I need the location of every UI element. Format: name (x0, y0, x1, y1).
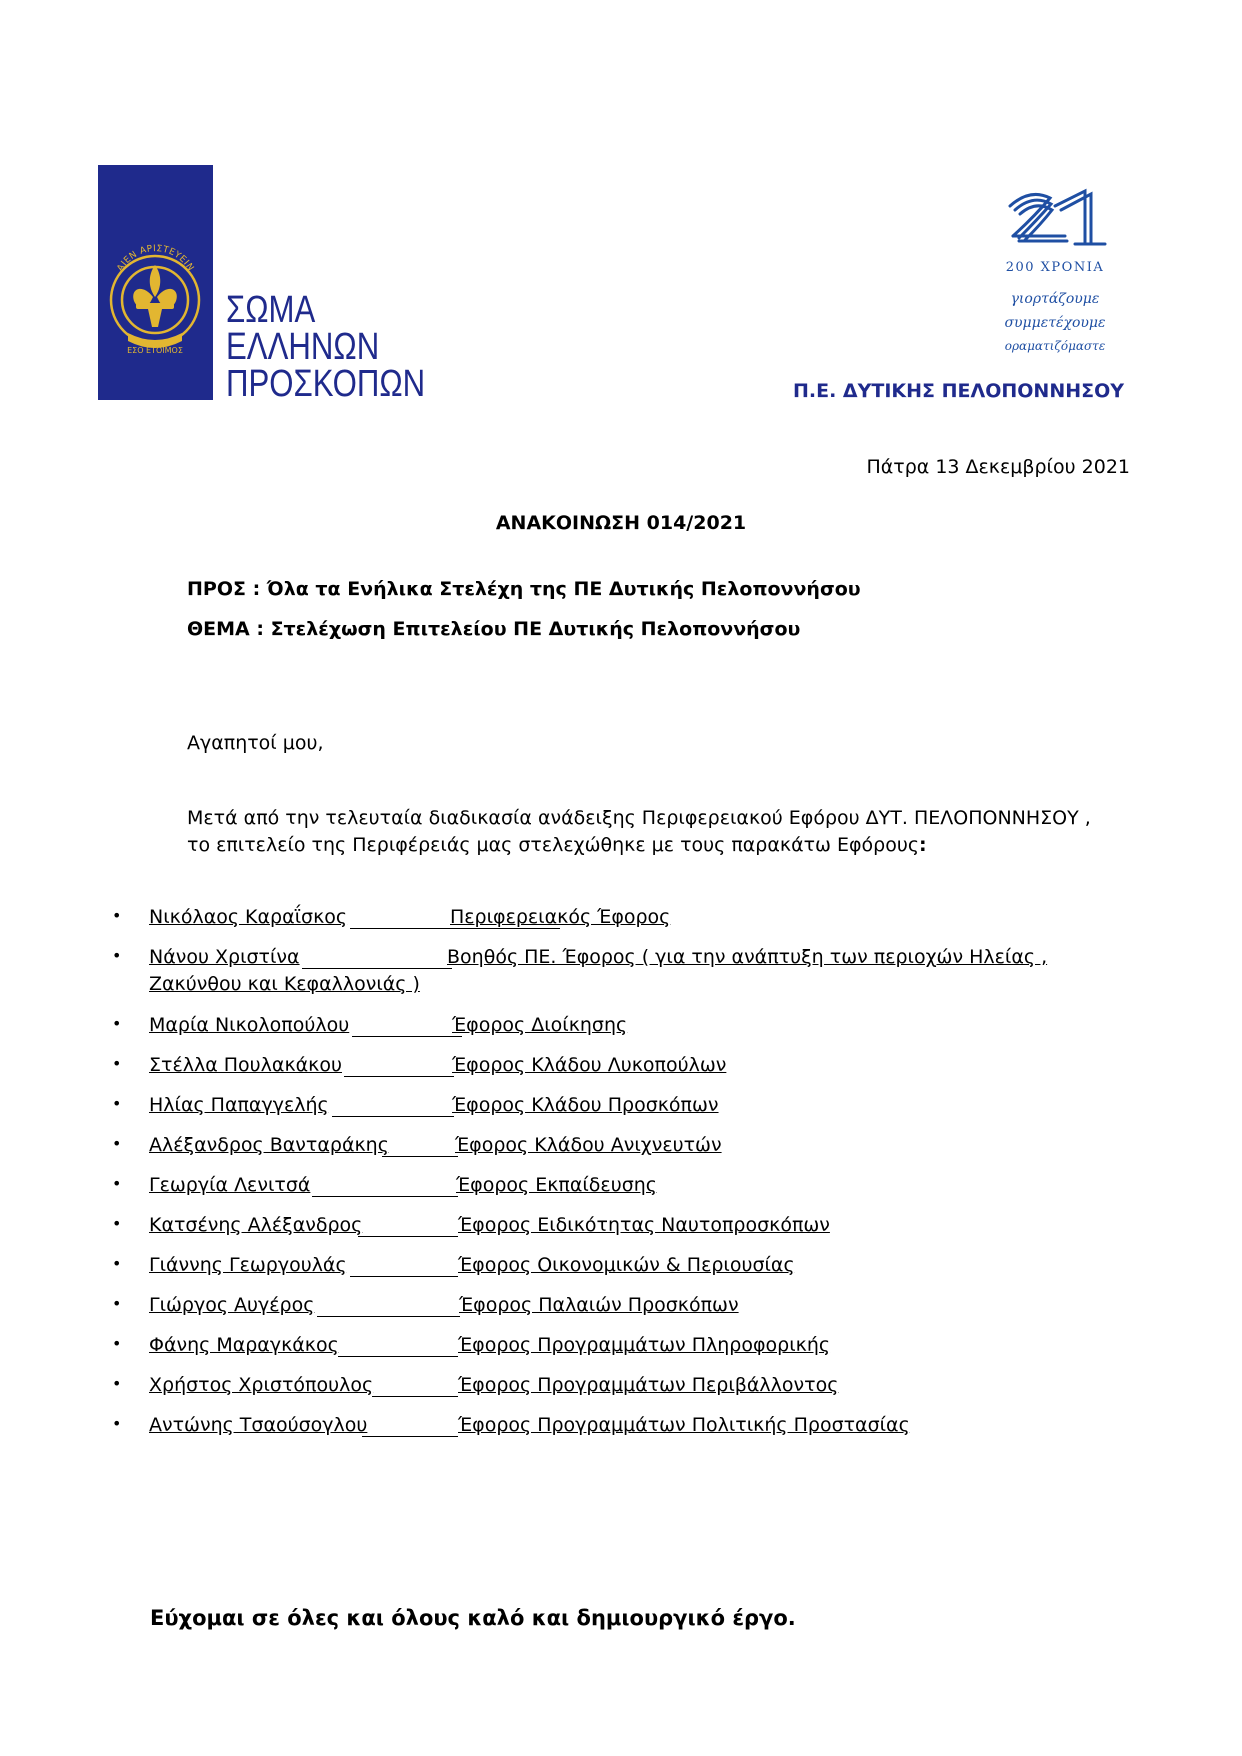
underline-filler (344, 1076, 454, 1077)
staff-role: Βοηθός ΠΕ. Έφορος ( για την ανάπτυξη των περιοχών Ηλείας , (447, 946, 1048, 968)
staff-name: Ηλίας Παπαγγελής (149, 1094, 329, 1116)
staff-name: Αλέξανδρος Βανταράκης (149, 1134, 389, 1156)
bullet: • (112, 1054, 122, 1073)
underline-filler (350, 1276, 458, 1277)
bicentennial-21-icon (1005, 186, 1110, 248)
bullet: • (112, 1334, 122, 1353)
staff-name: Γιώργος Αυγέρος (149, 1294, 315, 1316)
intro-line (187, 834, 927, 856)
motto-bottom-text: ΕΣΟ ΕΤΟΙΜΟΣ (127, 346, 183, 355)
underline-filler (312, 1196, 458, 1197)
staff-role: Έφορος Κλάδου Λυκοπούλων (452, 1054, 727, 1076)
intro-text: το επιτελείο της Περιφέρειάς μας στελεχώθηκε με τους παρακάτω Εφόρους (187, 834, 919, 856)
staff-role: Έφορος Κλάδου Προσκόπων (452, 1094, 719, 1116)
staff-role-continued: Ζακύνθου και Κεφαλλονιάς ) (149, 973, 420, 995)
underline-filler (382, 1156, 458, 1157)
bullet: • (112, 1214, 122, 1233)
staff-name: Μαρία Νικολοπούλου (149, 1014, 350, 1036)
intro-colon: : (918, 834, 927, 856)
wordmark-line: ΕΛΛΗΝΩΝ (226, 326, 380, 368)
scouts-emblem-logo (98, 165, 213, 400)
greeting: Αγαπητοί μου, (187, 732, 324, 754)
bullet: • (112, 1014, 122, 1033)
staff-name: Γεωργία Λενιτσά (149, 1174, 311, 1196)
underline-filler (317, 1316, 460, 1317)
underline-filler (372, 1396, 458, 1397)
wordmark-line: ΣΩΜΑ (226, 289, 316, 331)
date-line: Πάτρα 13 Δεκεμβρίου 2021 (866, 456, 1130, 478)
bullet: • (112, 1374, 122, 1393)
underline-filler (358, 1236, 458, 1237)
underline-filler (332, 1116, 454, 1117)
staff-name: Γιάννης Γεωργουλάς (149, 1254, 347, 1276)
staff-role: Έφορος Οικονομικών & Περιουσίας (458, 1254, 795, 1276)
staff-role: Έφορος Εκπαίδευσης (456, 1174, 657, 1196)
region-heading: Π.Ε. ΔΥΤΙΚΗΣ ΠΕΛΟΠΟΝΝΗΣΟΥ (793, 380, 1125, 402)
staff-role: Έφορος Προγραμμάτων Περιβάλλοντος (458, 1374, 839, 1396)
staff-role: Έφορος Διοίκησης (452, 1014, 628, 1036)
bicentennial-slogan-line: συμμετέχουμε (1004, 315, 1106, 331)
bullet: • (112, 1414, 122, 1433)
subject-line: ΘΕΜΑ : Στελέχωση Επιτελείου ΠΕ Δυτικής Πελοποννήσου (187, 618, 801, 640)
motto-top-text: ΑΙΕΝ ΑΡΙΣΤΕΥΕΙΝ (115, 244, 196, 274)
announcement-title: ΑΝΑΚΟΙΝΩΣΗ 014/2021 (495, 512, 747, 534)
bullet: • (112, 1134, 122, 1153)
bullet: • (112, 1254, 122, 1273)
bicentennial-logo (1005, 186, 1110, 252)
staff-role: Περιφερειακός Έφορος (450, 906, 671, 928)
bicentennial-years: 200 ΧΡΟΝΙΑ (1005, 260, 1105, 275)
bullet: • (112, 906, 122, 925)
underline-filler (302, 968, 452, 969)
underline-filler (352, 1036, 462, 1037)
bicentennial-slogan-line: γιορτάζουμε (1010, 291, 1100, 307)
staff-role: Έφορος Παλαιών Προσκόπων (459, 1294, 739, 1316)
staff-role: Έφορος Ειδικότητας Ναυτοπροσκόπων (458, 1214, 830, 1236)
underline-filler (338, 1356, 458, 1357)
bullet: • (112, 1174, 122, 1193)
underline-filler (362, 1436, 458, 1437)
bullet: • (112, 1294, 122, 1313)
staff-name: Κατσένης Αλέξανδρος (149, 1214, 363, 1236)
staff-role: Έφορος Προγραμμάτων Πολιτικής Προστασίας (458, 1414, 910, 1436)
staff-name: Στέλλα Πουλακάκου (149, 1054, 342, 1076)
staff-role: Έφορος Κλάδου Ανιχνευτών (455, 1134, 722, 1156)
staff-name: Νικόλαος Καραΐσκος (149, 906, 348, 928)
closing-wish: Εύχομαι σε όλες και όλους καλό και δημιουργικό έργο. (150, 1606, 796, 1630)
wordmark-line: ΠΡΟΣΚΟΠΩΝ (226, 363, 426, 405)
staff-name: Φάνης Μαραγκάκος (149, 1334, 339, 1356)
recipients-line: ΠΡΟΣ : Όλα τα Ενήλικα Στελέχη της ΠΕ Δυτικής Πελοποννήσου (187, 578, 861, 600)
fleur-de-lis-icon (98, 165, 213, 400)
staff-name: Χρήστος Χριστόπουλος (149, 1374, 374, 1396)
bullet: • (112, 1094, 122, 1113)
staff-name: Αντώνης Τσαούσογλου (149, 1414, 368, 1436)
underline-filler (350, 928, 560, 929)
bicentennial-slogan-line: οραματιζόμαστε (1004, 339, 1106, 353)
organization-wordmark (226, 289, 426, 405)
bullet: • (112, 946, 122, 965)
staff-role: Έφορος Προγραμμάτων Πληροφορικής (458, 1334, 831, 1356)
staff-name: Νάνου Χριστίνα (149, 946, 300, 968)
intro-line: Μετά από την τελευταία διαδικασία ανάδειξης Περιφερειακού Εφόρου ΔΥΤ. ΠΕΛΟΠΟΝΝΗΣΟΥ , (187, 807, 1091, 829)
